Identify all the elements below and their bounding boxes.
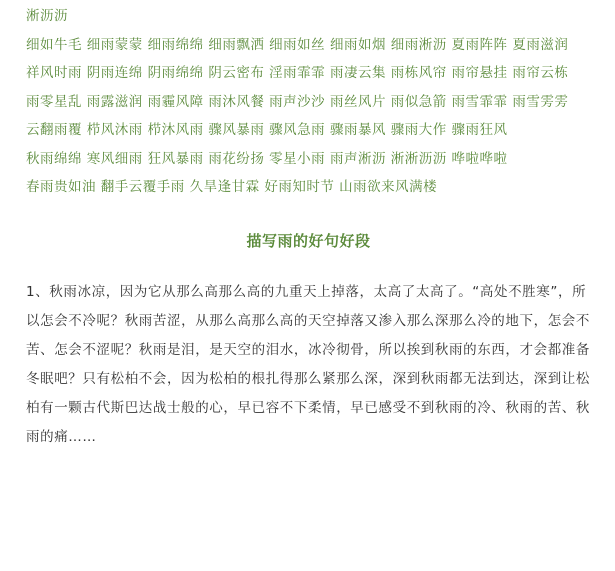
idiom-line: 雨零星乱 雨露滋润 雨霾风障 雨沐风餐 雨声沙沙 雨丝风片 雨似急箭 雨雪霏霏 雨雪雱雱 <box>26 93 569 110</box>
idiom-line: 祥风时雨 阴雨连绵 阴雨绵绵 阴云密布 淫雨霏霏 雨凄云集 雨栋风帘 雨帘悬挂 雨帘云栋 <box>26 65 569 81</box>
idiom-line: 细如牛毛 细雨蒙蒙 细雨绵绵 细雨飘洒 细雨如丝 细雨如烟 细雨淅沥 夏雨阵阵 夏雨滋润 <box>26 36 569 53</box>
section-title: 描写雨的好句好段 <box>246 231 371 250</box>
paragraph: 1、秋雨冰凉，因为它从那么高那么高的九重天上掉落，太高了太高了。“高处不胜寒”，所以怎会不冷呢？秋雨苦涩，从那么高那么高的天空掉落又渗入那么深那么冷的地下，怎会不苦、怎会不涩呢？秋雨是泪，是天空的泪水，冰冷彻骨，所以挨到秋雨的东西，才会都准备冬眠吧？只有松柏不会，因为松柏的根扎得那么紧那么深，深到秋雨都无法到达，深到让松柏有一颗古代斯巴达战士般的心，早已容不下柔情，早已感受不到秋雨的冷、秋雨的苦、秋雨的痛…… <box>26 283 590 445</box>
idiom-line: 淅沥沥 <box>26 8 68 24</box>
idiom-line: 春雨贵如油 翻手云覆手雨 久旱逢甘霖 好雨知时节 山雨欲来风满楼 <box>26 179 438 195</box>
idiom-line: 云翻雨覆 栉风沐雨 栉沐风雨 骤风暴雨 骤风急雨 骤雨暴风 骤雨大作 骤雨狂风 <box>26 122 508 138</box>
article-body <box>26 0 591 452</box>
rain-idiom-list <box>26 2 591 202</box>
idiom-line: 秋雨绵绵 寒风细雨 狂风暴雨 雨花纷扬 零星小雨 雨声淅沥 淅淅沥沥 哗啦哗啦 <box>26 150 508 167</box>
